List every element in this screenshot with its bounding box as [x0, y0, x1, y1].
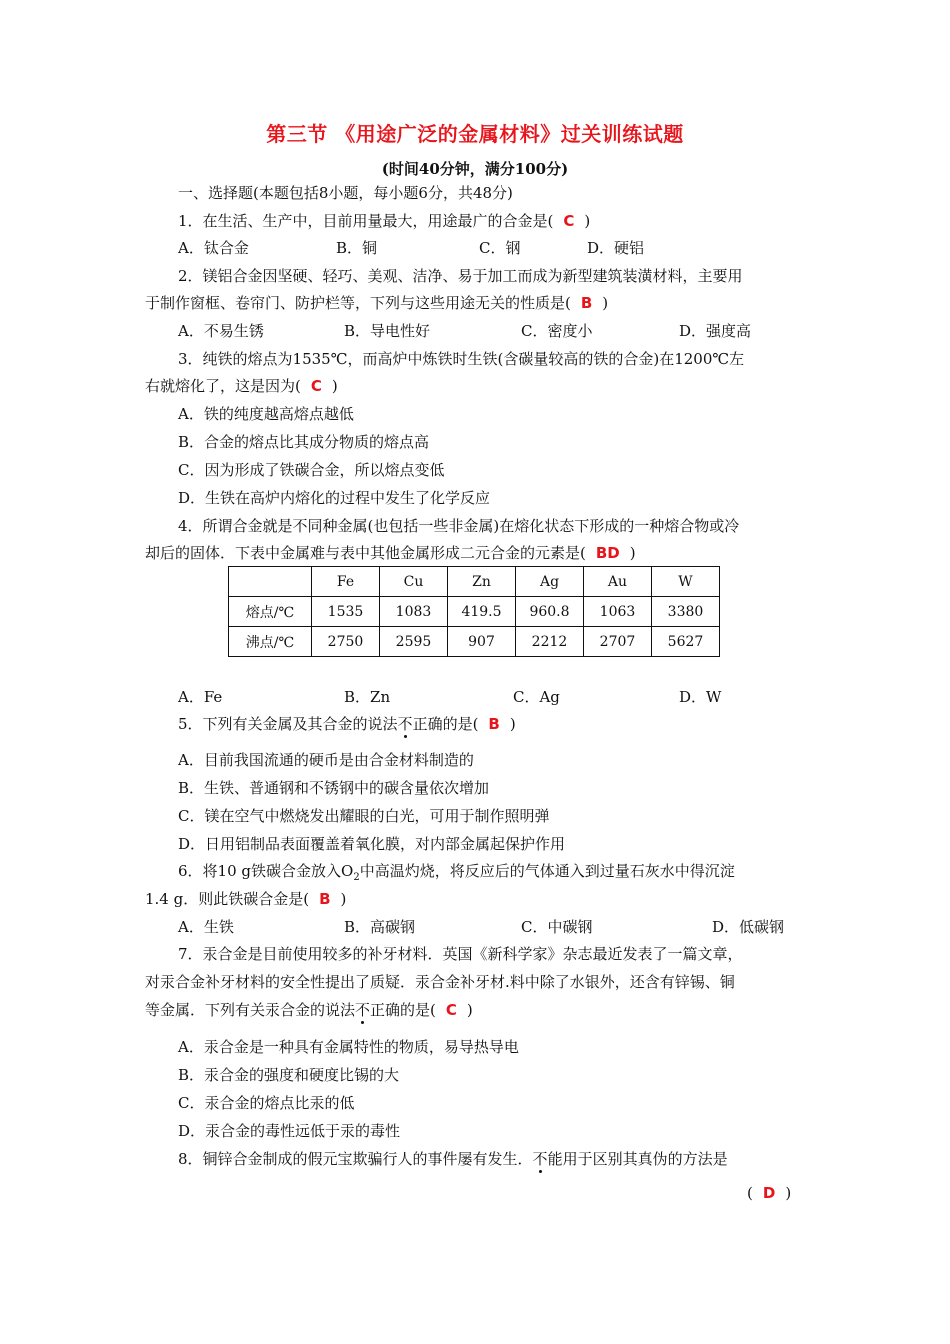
option: A．Fe	[178, 688, 223, 706]
option: C．密度小	[521, 322, 593, 340]
option: A．钛合金	[178, 239, 249, 257]
table-cell: 2595	[380, 627, 448, 657]
question-text: 1．在生活、生产中，目前用量最大，用途最广的合金是(	[178, 212, 554, 230]
question-7-line1: 7．汞合金是目前使用较多的补牙材料．英国《新科学家》杂志最近发表了一篇文章，	[178, 945, 743, 963]
answer-mark: B	[319, 890, 331, 908]
option: B．生铁、普通钢和不锈钢中的碳含量依次增加	[178, 779, 490, 797]
question-4-line2: 却后的固体．下表中金属难与表中其他金属形成二元合金的元素是( BD )	[145, 544, 636, 562]
option: D．强度高	[679, 322, 752, 340]
question-8-answer: ( D )	[747, 1184, 792, 1202]
table-header: Fe	[312, 567, 380, 597]
table-cell: 907	[448, 627, 516, 657]
answer-mark: BD	[595, 544, 620, 562]
table-header: W	[652, 567, 720, 597]
answer-mark: B	[580, 294, 593, 312]
option: C．镁在空气中燃烧发出耀眼的白光，可用于制作照明弹	[178, 807, 550, 825]
option: C．钢	[479, 239, 521, 257]
option: B．Zn	[344, 688, 391, 706]
question-1: 1．在生活、生产中，目前用量最大，用途最广的合金是( C )	[178, 212, 591, 230]
table-row	[229, 627, 720, 657]
answer-mark: B	[488, 715, 500, 733]
option: A．不易生锈	[178, 322, 264, 340]
option: D．日用铝制品表面覆盖着氧化膜，对内部金属起保护作用	[178, 835, 566, 853]
option: B．高碳钢	[344, 918, 416, 936]
option: B．汞合金的强度和硬度比锡的大	[178, 1066, 400, 1084]
page-title: 第三节 《用途广泛的金属材料》过关训练试题	[266, 122, 684, 146]
question-7-line2: 对汞合金补牙材料的安全性提出了质疑．汞合金补牙材.料中除了水银外，还含有锌锡、铜	[145, 973, 735, 991]
option: C．中碳钢	[521, 918, 593, 936]
table-header: Zn	[448, 567, 516, 597]
table-row	[229, 597, 720, 627]
table-header: Cu	[380, 567, 448, 597]
question-8: 8．铜锌合金制成的假元宝欺骗行人的事件屡有发生．不能用于区别其真伪的方法是	[178, 1150, 728, 1168]
option: D．W	[679, 688, 722, 706]
answer-mark: C	[563, 212, 575, 230]
table-cell: 2707	[584, 627, 652, 657]
question-6-line1: 6．将10 g铁碳合金放入$O_2$中高温灼烧，将反应后的气体通入到过量石灰水中得沉淀	[178, 862, 735, 883]
question-5: 5．下列有关金属及其合金的说法不正确的是( B )	[178, 715, 516, 733]
table-cell: 960.8	[516, 597, 584, 627]
option: B．合金的熔点比其成分物质的熔点高	[178, 433, 430, 451]
option: C．汞合金的熔点比汞的低	[178, 1094, 355, 1112]
section-heading: 一、选择题(本题包括8小题，每小题6分，共48分)	[178, 184, 513, 202]
question-6-line2: 1.4 g．则此铁碳合金是( B )	[145, 890, 347, 908]
table-cell: 1083	[380, 597, 448, 627]
option: D．低碳钢	[712, 918, 785, 936]
option: A．铁的纯度越高熔点越低	[178, 405, 354, 423]
table-header: Au	[584, 567, 652, 597]
table-cell: 3380	[652, 597, 720, 627]
page-subtitle: (时间40分钟，满分100分)	[381, 160, 569, 178]
table-cell: 5627	[652, 627, 720, 657]
answer-mark: D	[762, 1184, 776, 1202]
question-3-line1: 3．纯铁的熔点为1535℃，而高炉中炼铁时生铁(含碳量较高的铁的合金)在1200℃左	[178, 350, 745, 368]
table-header-row	[229, 567, 720, 597]
table-cell: 熔点/℃	[229, 597, 312, 627]
question-7-line3: 等金属．下列有关汞合金的说法不正确的是( C )	[145, 1001, 473, 1019]
option: C．因为形成了铁碳合金，所以熔点变低	[178, 461, 445, 479]
emphasis-not: 不	[532, 1150, 548, 1168]
option: C．Ag	[513, 688, 560, 706]
table-cell: 2750	[312, 627, 380, 657]
emphasis-not: 不	[397, 715, 413, 733]
question-3-line2: 右就熔化了，这是因为( C )	[145, 377, 338, 395]
option: D．汞合金的毒性远低于汞的毒性	[178, 1122, 401, 1140]
option: B．导电性好	[344, 322, 431, 340]
option: D．硬铝	[587, 239, 645, 257]
table-cell: 2212	[516, 627, 584, 657]
table-cell: 1535	[312, 597, 380, 627]
option: D．生铁在高炉内熔化的过程中发生了化学反应	[178, 489, 491, 507]
answer-mark: C	[310, 377, 322, 395]
option: A．汞合金是一种具有金属特性的物质，易导热导电	[178, 1038, 519, 1056]
emphasis-not: 不	[355, 1001, 371, 1019]
option: A．生铁	[178, 918, 234, 936]
table-cell: 1063	[584, 597, 652, 627]
question-2-line2: 于制作窗框、卷帘门、防护栏等，下列与这些用途无关的性质是( B )	[145, 294, 609, 312]
table-cell: 沸点/℃	[229, 627, 312, 657]
answer-mark: C	[445, 1001, 457, 1019]
option: B．铜	[336, 239, 378, 257]
metals-table	[228, 566, 720, 657]
question-4-line1: 4．所谓合金就是不同种金属(也包括一些非金属)在熔化状态下形成的一种熔合物或冷	[178, 517, 740, 535]
question-2-line1: 2．镁铝合金因坚硬、轻巧、美观、洁净、易于加工而成为新型建筑装潢材料，主要用	[178, 267, 743, 285]
table-header: Ag	[516, 567, 584, 597]
option: A．目前我国流通的硬币是由合金材料制造的	[178, 751, 474, 769]
table-cell: 419.5	[448, 597, 516, 627]
